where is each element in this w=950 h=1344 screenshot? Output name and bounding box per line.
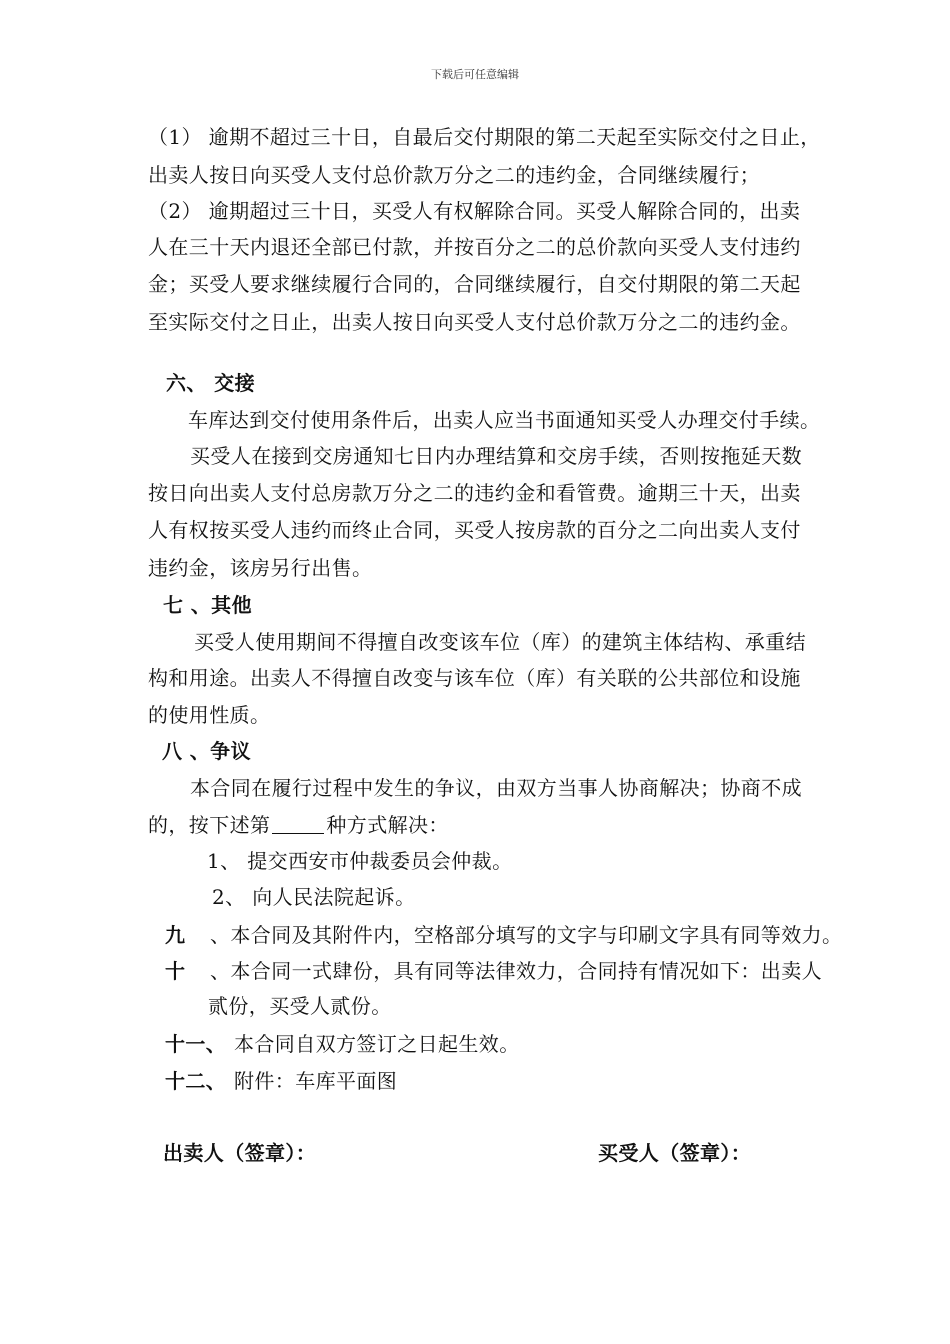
clause7-line3: 的使用性质。 (148, 703, 271, 727)
clause8-line2-suffix: 种方式解决： (326, 813, 449, 837)
clause7-line1: 买受人使用期间不得擅自改变该车位（库）的建筑主体结构、承重结 (194, 630, 806, 654)
page-header: 下载后可任意编辑 (431, 68, 519, 81)
clause9-text: 、本合同及其附件内，空格部分填写的文字与印刷文字具有同等效力。 (210, 923, 843, 947)
seller-signature-label: 出卖人（签章）： (163, 1141, 317, 1165)
clause11-number: 十一、 (165, 1032, 227, 1056)
method-blank (272, 813, 324, 834)
clause8-option-2: 2、 向人民法院起诉。 (212, 885, 416, 909)
clause6-p2-line2: 按日向出卖人支付总房款万分之二的违约金和看管费。逾期三十天，出卖 (148, 481, 801, 505)
clause5-item1-line1: （1） 逾期不超过三十日，自最后交付期限的第二天起至实际交付之日止， (148, 125, 821, 149)
clause12-number: 十二、 (165, 1069, 227, 1093)
clause9-number: 九 (165, 923, 186, 947)
clause11-text: 本合同自双方签订之日起生效。 (234, 1032, 520, 1056)
buyer-signature-label: 买受人（签章）： (598, 1141, 752, 1165)
clause8-line2 (148, 810, 449, 840)
clause10-number: 十 (165, 959, 186, 983)
clause8-option-1: 1、 提交西安市仲裁委员会仲裁。 (207, 849, 513, 873)
clause8-heading: 八 、争议 (162, 739, 251, 763)
clause5-item2-line4: 至实际交付之日止，出卖人按日向买受人支付总价款万分之二的违约金。 (148, 310, 801, 334)
clause6-p2-line4: 违约金，该房另行出售。 (148, 556, 373, 580)
clause7-line2: 构和用途。出卖人不得擅自改变与该车位（库）有关联的公共部位和设施 (148, 666, 801, 690)
clause6-p1: 车库达到交付使用条件后，出卖人应当书面通知买受人办理交付手续。 (188, 408, 821, 432)
clause12-text: 附件：车库平面图 (234, 1069, 398, 1093)
clause6-p2-line1: 买受人在接到交房通知七日内办理结算和交房手续，否则按拖延天数 (190, 444, 802, 468)
clause8-line2-prefix: 的，按下述第 (148, 813, 271, 837)
clause8-line1: 本合同在履行过程中发生的争议，由双方当事人协商解决；协商不成 (190, 776, 802, 800)
clause5-item2-line3: 金；买受人要求继续履行合同的，合同继续履行，自交付期限的第二天起 (148, 272, 801, 296)
clause10-text: 、本合同一式肆份，具有同等法律效力，合同持有情况如下：出卖人 (210, 959, 822, 983)
clause5-item2-line2: 人在三十天内退还全部已付款，并按百分之二的总价款向买受人支付违约 (148, 235, 801, 259)
clause7-heading: 七 、其他 (163, 593, 252, 617)
clause6-p2-line3: 人有权按买受人违约而终止合同，买受人按房款的百分之二向出卖人支付 (148, 518, 801, 542)
clause5-item1-line2: 出卖人按日向买受人支付总价款万分之二的违约金，合同继续履行； (148, 163, 760, 187)
clause10-continuation: 贰份，买受人贰份。 (208, 994, 392, 1018)
clause6-heading: 六、 交接 (166, 371, 255, 395)
clause5-item2-line1: （2） 逾期超过三十日，买受人有权解除合同。买受人解除合同的，出卖 (148, 199, 801, 223)
